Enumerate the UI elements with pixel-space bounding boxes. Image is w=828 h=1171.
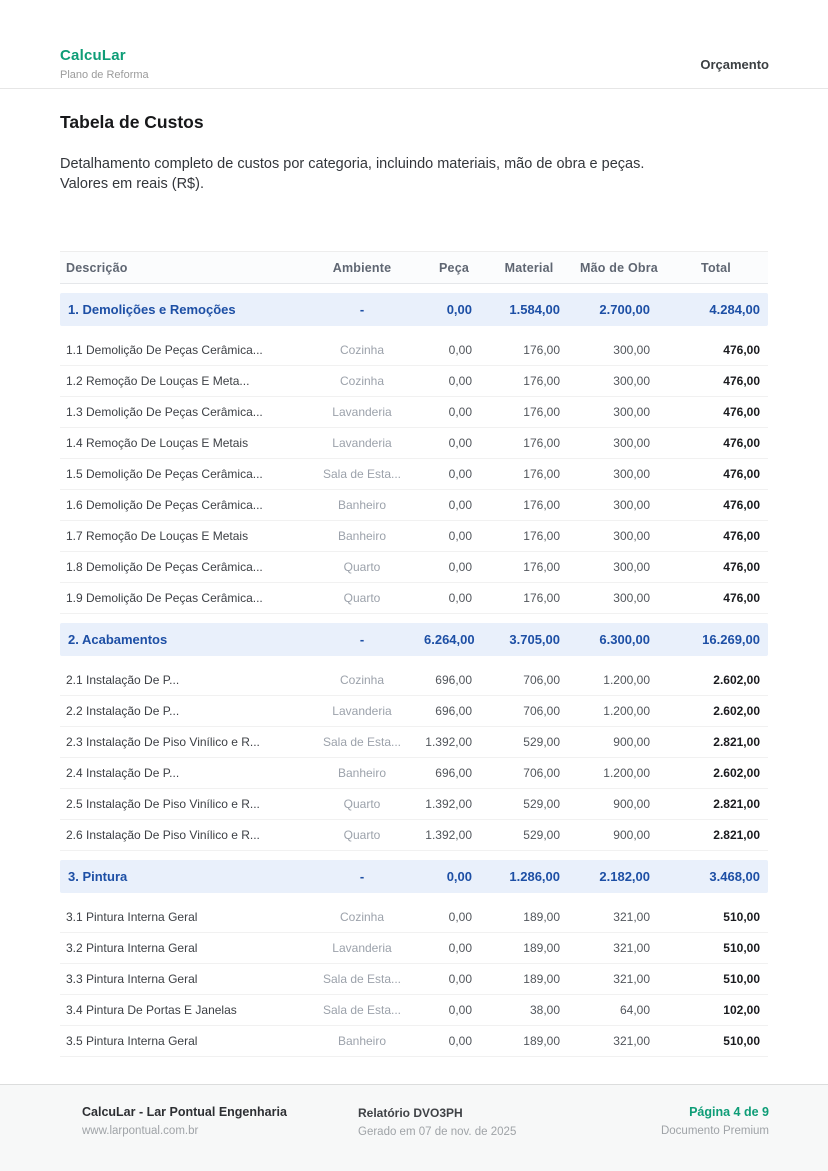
row-material: 176,00	[523, 436, 560, 450]
row-total: 2.602,00	[713, 704, 760, 718]
row-ambiente: Sala de Esta...	[322, 467, 402, 481]
row-total: 510,00	[723, 972, 760, 986]
section-material: 1.584,00	[509, 302, 560, 317]
row-mao-de-obra: 321,00	[613, 972, 650, 986]
row-total: 2.821,00	[713, 828, 760, 842]
row-ambiente: Cozinha	[339, 910, 385, 924]
row-material: 176,00	[523, 467, 560, 481]
row-ambiente: Lavanderia	[332, 436, 392, 450]
brand-logo-text: CalcuLar	[60, 47, 126, 64]
row-descricao: 2.2 Instalação De P...	[66, 704, 180, 718]
row-descricao: 2.3 Instalação De Piso Vinílico e R...	[66, 735, 260, 749]
row-total: 476,00	[723, 467, 760, 481]
row-material: 529,00	[523, 797, 560, 811]
row-total: 476,00	[723, 560, 760, 574]
table-row	[60, 583, 768, 614]
row-peca: 0,00	[448, 467, 472, 481]
col-header-ambiente: Ambiente	[332, 260, 392, 275]
col-header-descricao: Descrição	[66, 260, 128, 275]
table-row	[60, 428, 768, 459]
row-ambiente: Banheiro	[337, 1034, 387, 1048]
section-label: 3. Pintura	[68, 869, 128, 884]
row-total: 476,00	[723, 343, 760, 357]
page-footer	[0, 1084, 828, 1171]
footer-report-id: Relatório DVO3PH	[358, 1106, 463, 1120]
table-row	[60, 459, 768, 490]
section-row	[60, 623, 768, 656]
table-row	[60, 366, 768, 397]
row-ambiente: Banheiro	[337, 766, 387, 780]
row-mao-de-obra: 900,00	[613, 828, 650, 842]
row-material: 189,00	[523, 910, 560, 924]
row-material: 38,00	[529, 1003, 560, 1017]
footer-page-block	[661, 1105, 769, 1137]
row-total: 2.602,00	[713, 766, 760, 780]
row-peca: 0,00	[448, 343, 472, 357]
row-ambiente: Cozinha	[339, 343, 385, 357]
table-row	[60, 820, 768, 851]
row-ambiente: Quarto	[343, 828, 381, 842]
row-descricao: 1.5 Demolição De Peças Cerâmica...	[66, 467, 263, 481]
row-total: 510,00	[723, 1034, 760, 1048]
row-mao-de-obra: 1.200,00	[603, 704, 650, 718]
table-row	[60, 964, 768, 995]
page-title: Tabela de Custos	[60, 112, 204, 132]
row-descricao: 1.8 Demolição De Peças Cerâmica...	[66, 560, 263, 574]
section-ambiente: -	[359, 869, 365, 884]
table-row	[60, 552, 768, 583]
row-descricao: 3.5 Pintura Interna Geral	[66, 1034, 198, 1048]
row-ambiente: Lavanderia	[332, 405, 392, 419]
row-material: 176,00	[523, 529, 560, 543]
row-material: 529,00	[523, 735, 560, 749]
table-row	[60, 933, 768, 964]
footer-page-number: Página 4 de 9	[689, 1105, 769, 1119]
row-material: 176,00	[523, 498, 560, 512]
row-peca: 0,00	[448, 436, 472, 450]
row-material: 189,00	[523, 941, 560, 955]
row-mao-de-obra: 1.200,00	[603, 766, 650, 780]
row-descricao: 1.6 Demolição De Peças Cerâmica...	[66, 498, 263, 512]
row-total: 476,00	[723, 436, 760, 450]
section-row	[60, 860, 768, 893]
row-material: 176,00	[523, 374, 560, 388]
section-ambiente: -	[359, 632, 365, 647]
row-material: 176,00	[523, 560, 560, 574]
row-total: 510,00	[723, 941, 760, 955]
row-mao-de-obra: 64,00	[619, 1003, 650, 1017]
row-material: 189,00	[523, 972, 560, 986]
section-material: 1.286,00	[509, 869, 560, 884]
row-peca: 1.392,00	[425, 828, 472, 842]
row-peca: 1.392,00	[425, 735, 472, 749]
section-ambiente: -	[359, 302, 365, 317]
section-total: 4.284,00	[709, 302, 760, 317]
row-ambiente: Cozinha	[339, 374, 385, 388]
row-total: 2.602,00	[713, 673, 760, 687]
col-header-peca: Peça	[439, 260, 469, 275]
col-header-total: Total	[701, 260, 731, 275]
row-ambiente: Sala de Esta...	[322, 972, 402, 986]
row-material: 529,00	[523, 828, 560, 842]
row-mao-de-obra: 300,00	[613, 405, 650, 419]
row-material: 189,00	[523, 1034, 560, 1048]
row-ambiente: Sala de Esta...	[322, 735, 402, 749]
row-descricao: 2.4 Instalação De P...	[66, 766, 180, 780]
row-total: 476,00	[723, 374, 760, 388]
row-peca: 0,00	[448, 1003, 472, 1017]
row-descricao: 1.2 Remoção De Louças E Meta...	[66, 374, 250, 388]
section-material: 3.705,00	[509, 632, 560, 647]
row-peca: 0,00	[448, 1034, 472, 1048]
table-row	[60, 789, 768, 820]
row-material: 176,00	[523, 343, 560, 357]
row-total: 476,00	[723, 591, 760, 605]
row-mao-de-obra: 300,00	[613, 436, 650, 450]
section-label: 1. Demolições e Remoções	[68, 302, 236, 317]
row-peca: 0,00	[448, 941, 472, 955]
row-descricao: 3.1 Pintura Interna Geral	[66, 910, 198, 924]
row-descricao: 3.2 Pintura Interna Geral	[66, 941, 198, 955]
row-total: 510,00	[723, 910, 760, 924]
row-total: 476,00	[723, 405, 760, 419]
row-material: 706,00	[523, 766, 560, 780]
section-peca: 0,00	[446, 302, 472, 317]
col-header-material: Material	[504, 260, 554, 275]
row-ambiente: Lavanderia	[332, 941, 392, 955]
row-descricao: 3.4 Pintura De Portas E Janelas	[66, 1003, 237, 1017]
section-total: 3.468,00	[709, 869, 760, 884]
row-mao-de-obra: 300,00	[613, 374, 650, 388]
document-type-label: Orçamento	[700, 57, 769, 72]
section-label: 2. Acabamentos	[68, 632, 168, 647]
table-row	[60, 665, 768, 696]
table-row	[60, 696, 768, 727]
row-material: 176,00	[523, 405, 560, 419]
row-total: 2.821,00	[713, 797, 760, 811]
page-description-line1: Detalhamento completo de custos por categoria, incluindo materiais, mão de obra e peças.	[60, 156, 645, 172]
table-row	[60, 335, 768, 366]
footer-generated-date: Gerado em 07 de nov. de 2025	[358, 1126, 517, 1138]
table-row	[60, 902, 768, 933]
row-mao-de-obra: 300,00	[613, 591, 650, 605]
row-descricao: 2.1 Instalação De P...	[66, 673, 180, 687]
row-ambiente: Quarto	[343, 797, 381, 811]
table-row	[60, 758, 768, 789]
table-header-row	[60, 251, 768, 284]
row-ambiente: Quarto	[343, 560, 381, 574]
row-ambiente: Quarto	[343, 591, 381, 605]
row-peca: 696,00	[435, 704, 472, 718]
row-mao-de-obra: 300,00	[613, 467, 650, 481]
cost-table	[60, 251, 768, 1057]
table-row	[60, 490, 768, 521]
brand-subtitle: Plano de Reforma	[60, 69, 149, 81]
row-peca: 0,00	[448, 529, 472, 543]
row-material: 706,00	[523, 704, 560, 718]
table-row	[60, 995, 768, 1026]
page-header	[0, 0, 828, 89]
row-descricao: 1.7 Remoção De Louças E Metais	[66, 529, 249, 543]
page-description-line2: Valores em reais (R$).	[60, 176, 204, 192]
row-mao-de-obra: 321,00	[613, 910, 650, 924]
row-ambiente: Sala de Esta...	[322, 1003, 402, 1017]
row-total: 2.821,00	[713, 735, 760, 749]
row-total: 476,00	[723, 529, 760, 543]
section-mao-de-obra: 2.182,00	[599, 869, 650, 884]
row-descricao: 1.3 Demolição De Peças Cerâmica...	[66, 405, 263, 419]
section-row	[60, 293, 768, 326]
row-ambiente: Cozinha	[339, 673, 385, 687]
row-descricao: 2.5 Instalação De Piso Vinílico e R...	[66, 797, 260, 811]
row-peca: 0,00	[448, 591, 472, 605]
table-row	[60, 521, 768, 552]
table-row	[60, 397, 768, 428]
row-mao-de-obra: 300,00	[613, 498, 650, 512]
row-descricao: 1.4 Remoção De Louças E Metais	[66, 436, 249, 450]
row-ambiente: Banheiro	[337, 498, 387, 512]
row-peca: 0,00	[448, 560, 472, 574]
row-mao-de-obra: 300,00	[613, 560, 650, 574]
brand-block	[60, 47, 149, 81]
row-peca: 0,00	[448, 972, 472, 986]
row-peca: 0,00	[448, 910, 472, 924]
footer-company: CalcuLar - Lar Pontual Engenharia	[82, 1105, 287, 1119]
table-row	[60, 1026, 768, 1057]
page-content	[0, 112, 828, 1057]
row-mao-de-obra: 300,00	[613, 529, 650, 543]
row-peca: 696,00	[435, 673, 472, 687]
row-mao-de-obra: 900,00	[613, 735, 650, 749]
row-ambiente: Lavanderia	[332, 704, 392, 718]
row-material: 176,00	[523, 591, 560, 605]
row-mao-de-obra: 321,00	[613, 941, 650, 955]
row-ambiente: Banheiro	[337, 529, 387, 543]
col-header-mao-de-obra: Mão de Obra	[580, 260, 658, 275]
section-peca: 0,00	[446, 869, 472, 884]
row-mao-de-obra: 1.200,00	[603, 673, 650, 687]
row-total: 102,00	[723, 1003, 760, 1017]
row-mao-de-obra: 300,00	[613, 343, 650, 357]
footer-website: www.larpontual.com.br	[82, 1125, 199, 1137]
section-mao-de-obra: 6.300,00	[599, 632, 650, 647]
section-peca: 6.264,00	[424, 632, 475, 647]
table-body	[60, 293, 768, 1057]
table-row	[60, 727, 768, 758]
row-peca: 1.392,00	[425, 797, 472, 811]
row-descricao: 1.9 Demolição De Peças Cerâmica...	[66, 591, 263, 605]
footer-doc-label: Documento Premium	[660, 1125, 769, 1137]
footer-company-block	[82, 1105, 287, 1137]
page-description	[60, 154, 768, 194]
row-peca: 0,00	[448, 498, 472, 512]
row-peca: 0,00	[448, 374, 472, 388]
row-descricao: 3.3 Pintura Interna Geral	[66, 972, 198, 986]
row-peca: 0,00	[448, 405, 472, 419]
row-mao-de-obra: 321,00	[613, 1034, 650, 1048]
row-descricao: 2.6 Instalação De Piso Vinílico e R...	[66, 828, 260, 842]
row-mao-de-obra: 900,00	[613, 797, 650, 811]
row-descricao: 1.1 Demolição De Peças Cerâmica...	[66, 343, 263, 357]
footer-report-block	[358, 1106, 516, 1138]
section-total: 16.269,00	[702, 632, 760, 647]
row-material: 706,00	[523, 673, 560, 687]
section-mao-de-obra: 2.700,00	[599, 302, 650, 317]
row-total: 476,00	[723, 498, 760, 512]
row-peca: 696,00	[435, 766, 472, 780]
